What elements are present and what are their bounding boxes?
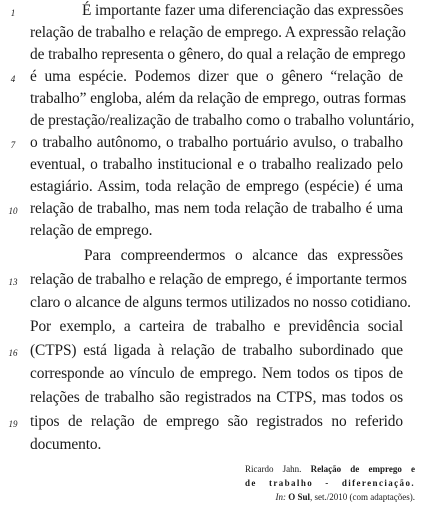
line-number: 4	[10, 74, 16, 84]
text-line: Para compreendermos o alcance das expressões	[84, 247, 403, 264]
text-line: relação de trabalho e relação de emprego. A expressão relação	[30, 24, 406, 41]
text-line: relação de trabalho e relação de emprego, é importante termos	[30, 271, 407, 288]
line-number: 13	[8, 277, 18, 287]
citation-line	[245, 462, 415, 476]
citation-line	[245, 476, 415, 490]
line-number: 16	[8, 348, 18, 358]
text-line: é uma espécie. Podemos dizer que o gênero “relação de	[30, 68, 403, 85]
text-line: É importante fazer uma diferenciação das expressões	[82, 2, 404, 19]
citation-author: Ricardo Jahn.	[245, 464, 302, 474]
text-line: de prestação/realização de trabalho como o trabalho voluntário,	[30, 112, 415, 129]
citation-title: de trabalho - diferenciação.	[245, 478, 415, 488]
text-line: relação de emprego.	[30, 222, 153, 239]
line-number: 7	[10, 140, 16, 150]
text-line: de trabalho representa o gênero, do qual a relação de emprego	[30, 46, 406, 63]
text-line: relações de trabalho são registrados na CTPS, mas todos os	[30, 389, 403, 406]
citation-in-label: In:	[275, 492, 287, 502]
line-number: 19	[8, 419, 18, 429]
text-line: (CTPS) está ligada à relação de trabalho subordinado que	[30, 342, 403, 359]
text-line: eventual, o trabalho institucional e o trabalho realizado pelo	[30, 156, 403, 173]
text-line: corresponde ao vínculo de emprego. Nem todos os tipos de	[30, 365, 403, 382]
text-line: Por exemplo, a carteira de trabalho e previdência social	[30, 318, 403, 335]
line-number: 1	[10, 8, 16, 18]
text-line: estagiário. Assim, toda relação de emprego (espécie) é uma	[30, 178, 403, 195]
line-number: 10	[8, 206, 18, 216]
citation-publication: O Sul	[288, 492, 311, 502]
citation-date: , set./2010 (com adaptações).	[310, 492, 415, 502]
text-line: documento.	[30, 436, 102, 453]
text-line: tipos de relação de emprego são registrados no referido	[30, 413, 403, 430]
citation-line	[245, 490, 415, 504]
text-line: claro o alcance de alguns termos utilizados no nosso cotidiano.	[30, 294, 411, 311]
text-line: o trabalho autônomo, o trabalho portuário avulso, o trabalho	[30, 134, 403, 151]
text-line: trabalho” engloba, além da relação de emprego, outras formas	[30, 90, 407, 107]
citation-title: Relação de emprego e	[310, 464, 415, 474]
text-line: relação de trabalho, mas nem toda relação de trabalho é uma	[30, 200, 403, 217]
